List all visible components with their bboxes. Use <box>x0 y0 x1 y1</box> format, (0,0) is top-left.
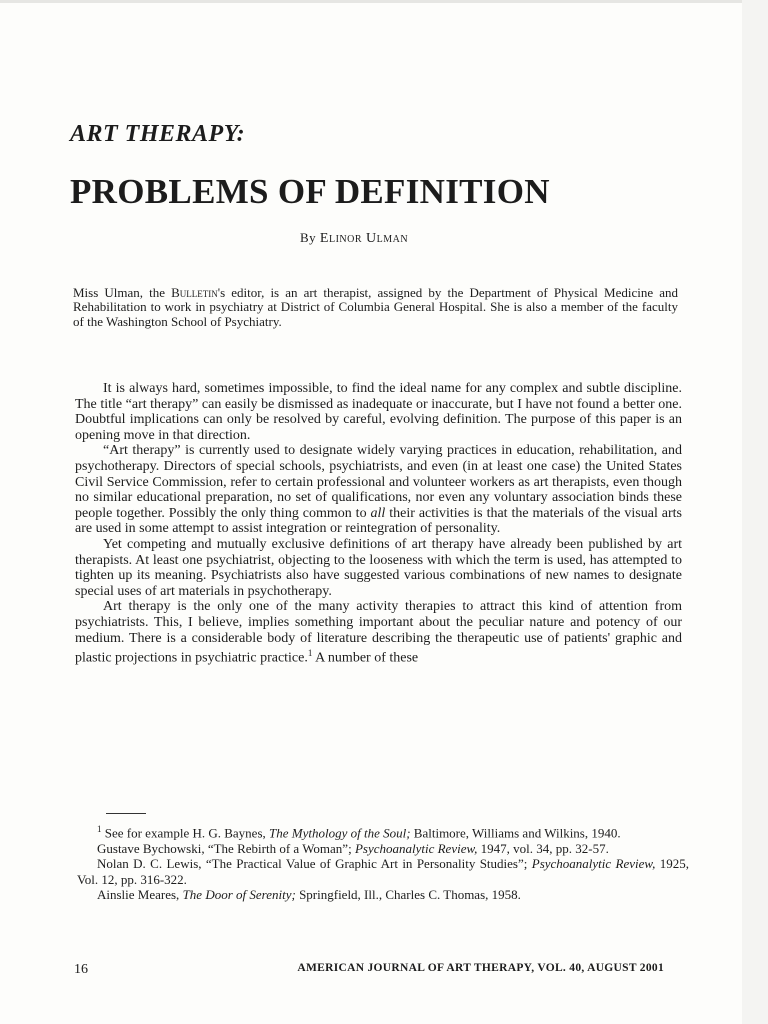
body-paragraph-2-a: “Art therapy” is currently used to designate widely varying practices in education, rehabilitation, and psychotherapy. Directors of special schools, psychiatrists, and even (in at least one case) the United States Civil Service Commission, refer to certain professional and volunteer workers as art therapists, even though no similar educational preparation, no set of qualifications, nor even any voluntary association binds these people together. Possibly the only thing common to <box>75 443 682 521</box>
body-paragraph-1: It is always hard, sometimes impossible, to find the ideal name for any complex and subtle discipline. The title “art therapy” can easily be dismissed as inadequate or inaccurate, but I have not found a better one. Doubtful implications can only be resolved by careful, evolving definition. The purpose of this paper is an opening move in that direction. <box>75 381 682 443</box>
footnote-text-pre: See for example H. G. Baynes, <box>101 825 270 841</box>
footnote-mark: 1 <box>97 824 102 834</box>
footnote-text-em: The Mythology of the Soul; <box>269 825 411 841</box>
footnote-text-em: Psychoanalytic Review, <box>531 856 656 872</box>
author-note-part1: Miss Ulman, the <box>73 285 172 300</box>
body-paragraph-4-a: Art therapy is the only one of the many activity therapies to attract this kind of attention from psychiatrists. This, I believe, implies something important about the peculiar nature and potency of our medium. There is a considerable body of literature describing the therapeutic use of patients' graphic and plastic projections in psychiatric practice. <box>75 599 682 666</box>
body-paragraph-2-b: their activities is that the materials of the visual arts are used in some attempt to assist integration or reintegration of personality. <box>75 505 683 537</box>
footnote-divider <box>106 813 146 814</box>
footnote-text-pre: Gustave Bychowski, “The Rebirth of a Woman”; <box>97 840 355 856</box>
journal-running-footer: AMERICAN JOURNAL OF ART THERAPY, VOL. 40, AUGUST 2001 <box>297 962 664 974</box>
footnote-text-pre: Nolan D. C. Lewis, “The Practical Value of Graphic Art in Personality Studies”; <box>97 856 532 872</box>
author-note <box>73 286 678 329</box>
article-kicker: ART THERAPY: <box>70 121 246 147</box>
footnotes <box>77 822 689 903</box>
body-text <box>75 381 682 666</box>
footnote-text-em: Psychoanalytic Review, <box>354 840 478 856</box>
footnote-text-post: 1947, vol. 34, pp. 32-57. <box>477 840 609 856</box>
footnote-item <box>77 822 689 841</box>
footnote-text-em: The Door of Serenity; <box>182 887 296 903</box>
top-edge-rule <box>0 0 742 3</box>
footnote-item <box>77 856 689 887</box>
body-paragraph-2-emphasis: all <box>370 505 386 521</box>
page-number: 16 <box>74 962 88 977</box>
byline-prefix: By <box>300 230 317 245</box>
scan-margin <box>742 0 768 1024</box>
footnote-item <box>77 887 689 903</box>
footnote-text-post: Springfield, Ill., Charles C. Thomas, 1958. <box>295 887 521 903</box>
footnote-text-post: Baltimore, Williams and Wilkins, 1940. <box>410 825 621 841</box>
footnote-text-pre: Ainslie Meares, <box>97 887 183 903</box>
author-note-bulletin: Bulletin <box>171 285 218 300</box>
footnote-reference: 1 <box>307 648 313 659</box>
footnote-text-post: 1925, Vol. 12, pp. 316-322. <box>77 856 690 887</box>
author-name: Elinor Ulman <box>319 231 409 246</box>
body-paragraph-3: Yet competing and mutually exclusive definitions of art therapy have already been published by art therapists. At least one psychiatrist, objecting to the looseness with which the term is used, has attempted to tighten up its meaning. Psychiatrists also have suggested various combinations of new names to designate special uses of art materials in psychotherapy. <box>75 536 682 599</box>
body-paragraph-2 <box>75 443 682 537</box>
article-title: PROBLEMS OF DEFINITION <box>70 172 550 211</box>
footnote-item <box>77 841 689 857</box>
body-paragraph-4 <box>75 599 682 666</box>
body-paragraph-4-b: A number of these <box>312 650 419 666</box>
byline <box>300 230 408 247</box>
author-note-part2: 's editor, is an art therapist, assigned by the Department of Physical Medicine and Rehabilitation to work in psychiatry at District of Columbia General Hospital. She is also a member of the faculty of the Washington School of Psychiatry. <box>73 285 678 329</box>
